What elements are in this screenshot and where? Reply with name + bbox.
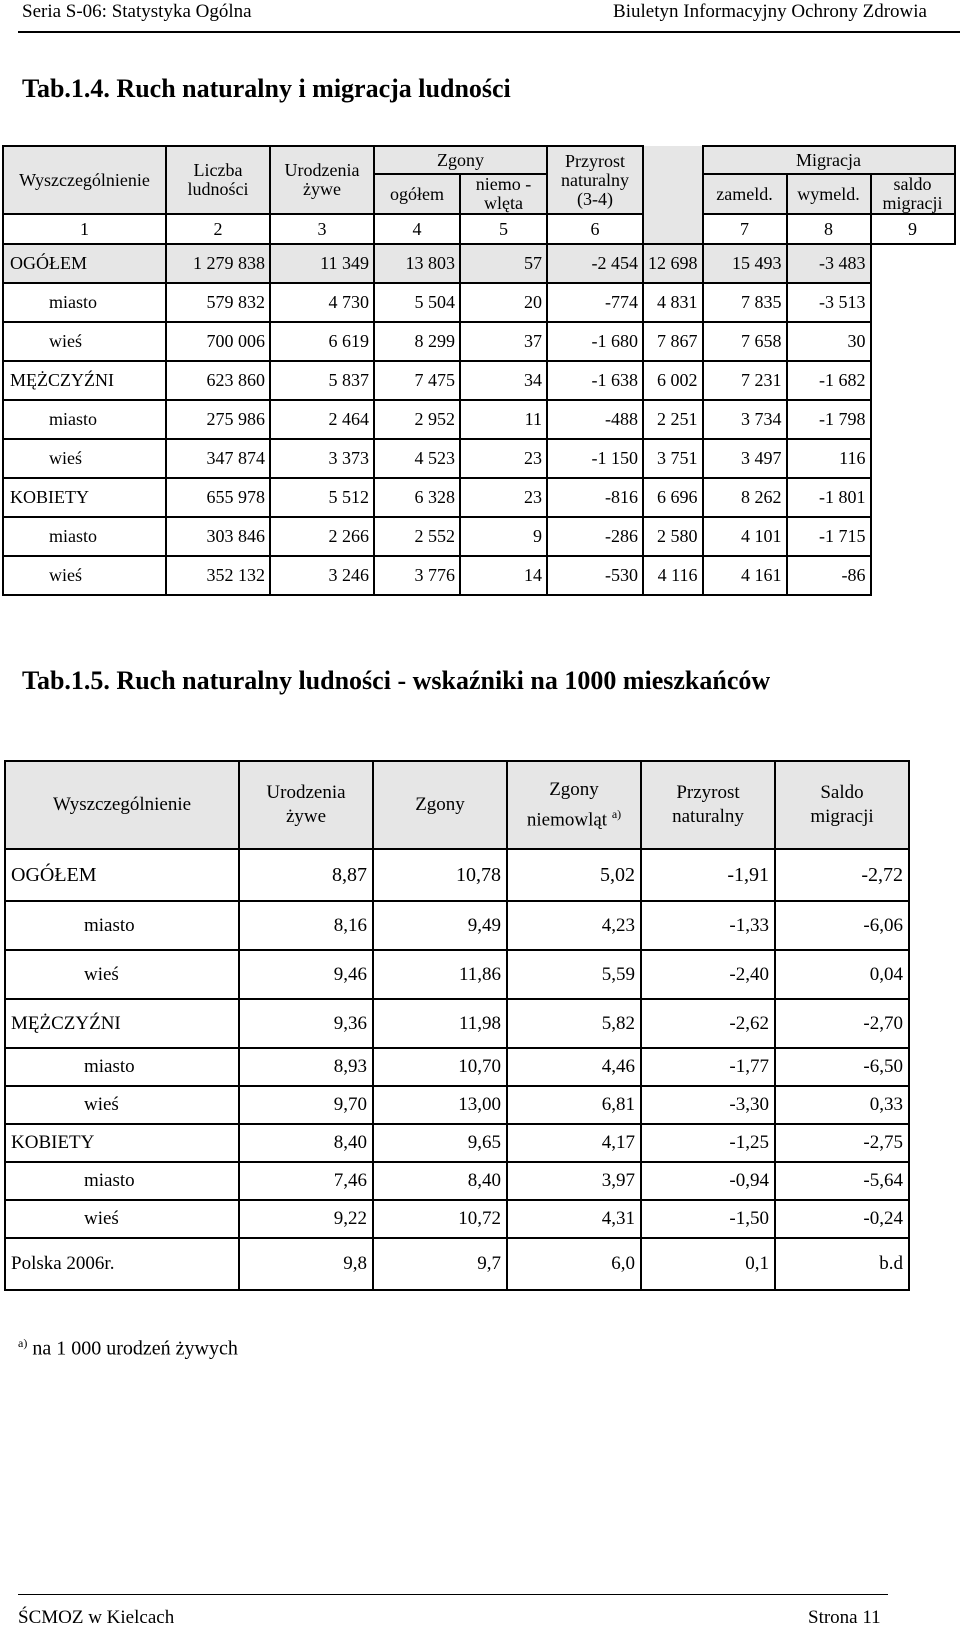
head2-saldo: Saldo migracji [775,761,909,849]
table-cell: 7 835 [703,283,787,322]
table-cell: 11 [460,400,547,439]
table-cell: 3 497 [703,439,787,478]
table-cell: 0,33 [775,1086,909,1124]
row-label: miasto [3,517,166,556]
table-cell: 23 [460,439,547,478]
table-cell: 15 493 [703,244,787,283]
table-cell: 7 658 [703,322,787,361]
row-label: miasto [5,1162,239,1200]
table-cell: 4 161 [703,556,787,595]
head-migracja: Migracja [703,146,955,174]
table-cell: 7 867 [643,322,703,361]
table-cell: 5,82 [507,999,641,1048]
table-row [5,849,909,901]
table-row [3,283,955,322]
table-row [5,1238,909,1290]
row-label: miasto [5,901,239,950]
head-liczba: Liczba ludności [166,146,270,214]
table-row [3,439,955,478]
table-cell: -774 [547,283,643,322]
table-cell: -2,62 [641,999,775,1048]
table-cell: 57 [460,244,547,283]
table-row [3,322,955,361]
row-label: MĘŻCZYŹNI [3,361,166,400]
table-cell: 13 803 [374,244,460,283]
table-cell: 4 101 [703,517,787,556]
head2-przyrost: Przyrost naturalny [641,761,775,849]
head-zgony: Zgony [374,146,547,174]
table-cell: 2 552 [374,517,460,556]
table-cell: 13,00 [373,1086,507,1124]
table-cell: 6 002 [643,361,703,400]
table-cell: 655 978 [166,478,270,517]
table-cell: 8,87 [239,849,373,901]
footer-rule [18,1594,888,1595]
table-cell: -1,50 [641,1200,775,1238]
table-cell: 116 [787,439,871,478]
head-wymeld: wymeld. [787,174,871,214]
table-cell: -530 [547,556,643,595]
row-label: miasto [5,1048,239,1086]
table-cell: 303 846 [166,517,270,556]
header-bulletin: Biuletyn Informacyjny Ochrony Zdrowia [613,1,927,22]
table-cell: -1 801 [787,478,871,517]
table-cell: 5 837 [270,361,374,400]
table-cell: 6,0 [507,1238,641,1290]
table-cell: 4,46 [507,1048,641,1086]
table-cell: 4 116 [643,556,703,595]
table-cell: 7,46 [239,1162,373,1200]
table-wskazniki [4,760,910,1291]
table-cell: 9,49 [373,901,507,950]
table-cell: 9,8 [239,1238,373,1290]
table-cell: 0,1 [641,1238,775,1290]
table-cell: -2,72 [775,849,909,901]
table-row [5,901,909,950]
table-cell: 2 580 [643,517,703,556]
table-cell: 3 246 [270,556,374,595]
table-cell: 3 734 [703,400,787,439]
table-cell: 12 698 [643,244,703,283]
table-cell: 8 299 [374,322,460,361]
table-cell: 623 860 [166,361,270,400]
head2-wyszczegolnienie: Wyszczególnienie [5,761,239,849]
row-label: OGÓŁEM [5,849,239,901]
table-row [3,556,955,595]
table-cell: 9 [460,517,547,556]
table-row [3,400,955,439]
table-row [5,1048,909,1086]
table-cell: 6,81 [507,1086,641,1124]
row-label: miasto [3,283,166,322]
table-cell: 6 328 [374,478,460,517]
table-cell: 4,23 [507,901,641,950]
row-label: wieś [5,950,239,999]
row-label: KOBIETY [5,1124,239,1162]
table-cell: 8,93 [239,1048,373,1086]
head2-urodzenia: Urodzenia żywe [239,761,373,849]
table-row [5,1162,909,1200]
table-cell: -6,06 [775,901,909,950]
table-cell: -286 [547,517,643,556]
table-row [3,478,955,517]
table-cell: 11,86 [373,950,507,999]
table-cell: 30 [787,322,871,361]
table-cell: 3 751 [643,439,703,478]
table-cell: 3 373 [270,439,374,478]
header-series: Seria S-06: Statystyka Ogólna [22,1,252,22]
row-label: wieś [3,556,166,595]
table-cell: 10,72 [373,1200,507,1238]
table-cell: 4,31 [507,1200,641,1238]
table-cell: 0,04 [775,950,909,999]
row-label: wieś [5,1086,239,1124]
table-cell: 3 776 [374,556,460,595]
table-cell: -1,91 [641,849,775,901]
head2-zgony: Zgony [373,761,507,849]
table-cell: 2 266 [270,517,374,556]
table-cell: 9,7 [373,1238,507,1290]
table-cell: 2 251 [643,400,703,439]
table-row [5,1086,909,1124]
table-row [3,517,955,556]
head-urodzenia: Urodzenia żywe [270,146,374,214]
table-cell: -488 [547,400,643,439]
table-cell: -5,64 [775,1162,909,1200]
table-row [5,1124,909,1162]
table-cell: 34 [460,361,547,400]
table-cell: 2 464 [270,400,374,439]
table-cell: -1 798 [787,400,871,439]
row-label: wieś [5,1200,239,1238]
table-row [5,999,909,1048]
table-cell: 4,17 [507,1124,641,1162]
table-cell: -1 150 [547,439,643,478]
head-ogolem: ogółem [374,174,460,214]
table-cell: -2,40 [641,950,775,999]
table-cell: 11,98 [373,999,507,1048]
column-gap [643,146,703,244]
table-cell: 10,78 [373,849,507,901]
table-cell: -2,70 [775,999,909,1048]
table-cell: 5,59 [507,950,641,999]
table-cell: 5 504 [374,283,460,322]
table-cell: -0,94 [641,1162,775,1200]
table-cell: 5,02 [507,849,641,901]
table-cell: 37 [460,322,547,361]
head-przyrost: Przyrost naturalny (3-4) [547,146,643,214]
table-cell: -1 682 [787,361,871,400]
table-cell: 6 619 [270,322,374,361]
row-label: wieś [3,439,166,478]
table-cell: -3 513 [787,283,871,322]
row-label: miasto [3,400,166,439]
row-label: KOBIETY [3,478,166,517]
head2-zgony-niemowlat: Zgony niemowląt $^{a)}$ [507,761,641,849]
table-cell: 9,36 [239,999,373,1048]
table-cell: -1 638 [547,361,643,400]
table-cell: 2 952 [374,400,460,439]
table-cell: -86 [787,556,871,595]
table-cell: -1,77 [641,1048,775,1086]
head-zameld: zameld. [703,174,787,214]
table-cell: 4 730 [270,283,374,322]
table-cell: 8,40 [373,1162,507,1200]
table-cell: -1 680 [547,322,643,361]
table-cell: 700 006 [166,322,270,361]
row-label: Polska 2006r. [5,1238,239,1290]
table-cell: 23 [460,478,547,517]
table-cell: -816 [547,478,643,517]
table-cell: 352 132 [166,556,270,595]
table-cell: 275 986 [166,400,270,439]
table-row [5,1200,909,1238]
head-saldo: saldo migracji [871,174,955,214]
column-numbers-row: 1 2 3 4 5 6 7 8 9 [3,214,955,244]
table-cell: 7 231 [703,361,787,400]
table-cell: 8,16 [239,901,373,950]
row-label: OGÓŁEM [3,244,166,283]
table-row [5,950,909,999]
table-cell: 4 523 [374,439,460,478]
table-cell: 6 696 [643,478,703,517]
head-wyszczegolnienie: Wyszczególnienie [3,146,166,214]
row-label: wieś [3,322,166,361]
table-cell: -0,24 [775,1200,909,1238]
table-cell: 9,46 [239,950,373,999]
table-cell: 8,40 [239,1124,373,1162]
table-cell: -6,50 [775,1048,909,1086]
table-cell: -1,25 [641,1124,775,1162]
head-niemowleta: niemo - wlęta [460,174,547,214]
table2-title: Tab.1.5. Ruch naturalny ludności - wskaźniki na 1000 mieszkańców [22,666,771,695]
table-cell: 14 [460,556,547,595]
table-ruch-naturalny-migracja [2,145,956,596]
table-cell: -3 483 [787,244,871,283]
header-rule [18,31,960,33]
footnote: $^{a)}$ na 1 000 urodzeń żywych [18,1336,238,1360]
table-cell: 20 [460,283,547,322]
table-cell: 347 874 [166,439,270,478]
table-cell: 579 832 [166,283,270,322]
row-label: MĘŻCZYŹNI [5,999,239,1048]
table-cell: 5 512 [270,478,374,517]
table-row [3,361,955,400]
table-cell: 7 475 [374,361,460,400]
footer-page-number: Strona 11 [808,1607,881,1628]
table-cell: 3,97 [507,1162,641,1200]
table-cell: 10,70 [373,1048,507,1086]
table-cell: 9,22 [239,1200,373,1238]
table-row [3,244,955,283]
table-cell: 1 279 838 [166,244,270,283]
table-cell: -3,30 [641,1086,775,1124]
table-cell: 4 831 [643,283,703,322]
table-cell: -2 454 [547,244,643,283]
table-cell: b.d [775,1238,909,1290]
table-cell: -1 715 [787,517,871,556]
table-cell: -2,75 [775,1124,909,1162]
table1-title: Tab.1.4. Ruch naturalny i migracja ludności [22,74,511,103]
table-cell: 11 349 [270,244,374,283]
table-cell: 8 262 [703,478,787,517]
table-cell: 9,70 [239,1086,373,1124]
table-cell: 9,65 [373,1124,507,1162]
table-cell: -1,33 [641,901,775,950]
footer-institution: ŚCMOZ w Kielcach [18,1607,175,1628]
